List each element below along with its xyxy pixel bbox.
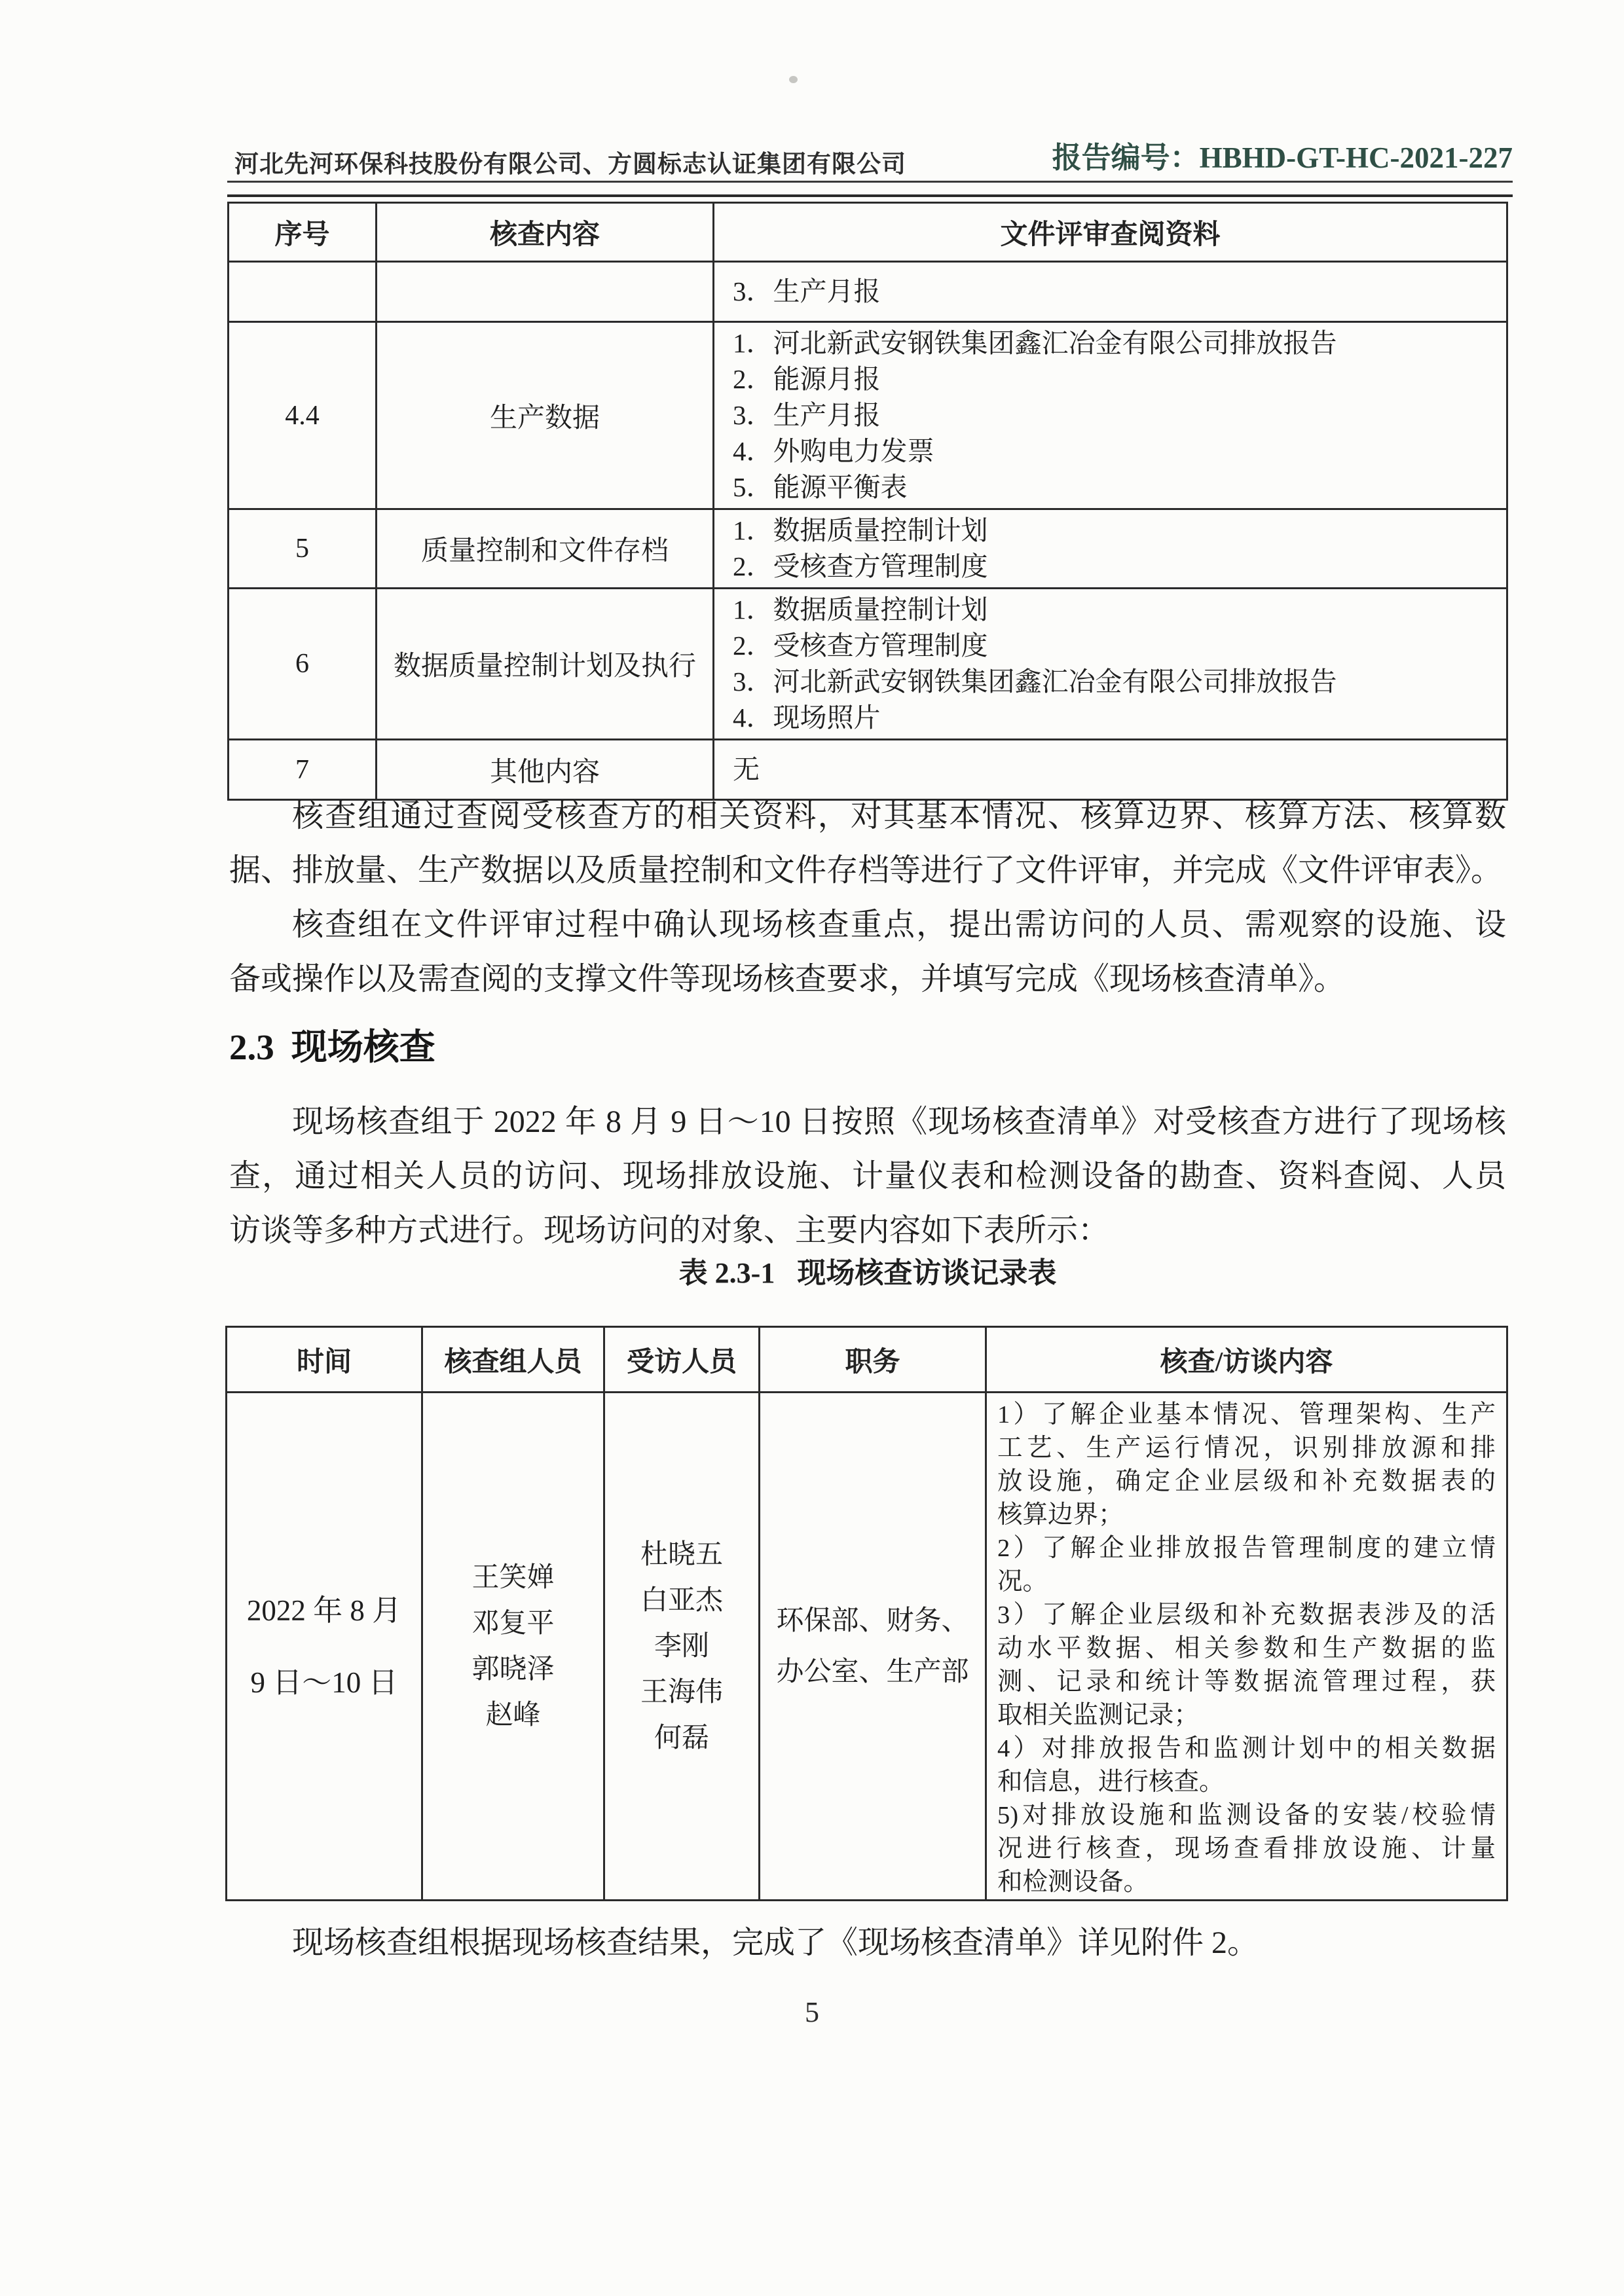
header-cell-interviewees: 受访人员 [604,1327,760,1393]
team-member-name: 邓复平 [471,1608,555,1639]
content-line: 况。 [997,1568,1048,1595]
materials-line: 1．数据质量控制计划 [733,594,988,625]
header-cell-no: 序号 [229,203,377,262]
time-line: 2022 年 8 月 [246,1594,402,1627]
paragraph-line: 核查组在文件评审过程中确认现场核查重点，提出需访问的人员、需观察的设施、设 [292,907,1506,942]
content-line: 3）了解企业层级和补充数据表涉及的活 [997,1601,1496,1629]
materials-line: 3．河北新武安钢铁集团鑫汇冶金有限公司排放报告 [733,666,1337,697]
report-number-value: HBHD-GT-HC-2021-227 [1199,141,1513,174]
interviewee-name: 白亚杰 [640,1585,723,1616]
review-summary-paragraphs [229,789,1506,1006]
onsite-visit-paragraph [229,1095,1506,1258]
content-line: 放设施，确定企业层级和补充数据表的 [997,1468,1496,1495]
cell-time [227,1393,422,1901]
cell-materials [714,589,1507,740]
interviewee-name: 王海伟 [640,1677,723,1707]
header-cell-content: 核查/访谈内容 [986,1327,1507,1393]
paragraph-line: 现场核查组于 2022 年 8 月 9 日～10 日按照《现场核查清单》对受核查方进行了现场核 [292,1104,1506,1139]
interviewee-name: 李刚 [654,1631,709,1662]
section-title: 现场核查 [291,1027,435,1067]
caption-label: 表 2.3-1 [678,1257,775,1289]
table-row [229,322,1507,509]
content-line: 况进行核查，现场查看排放设施、计量 [997,1835,1496,1863]
section-heading [229,1018,435,1070]
table-row [229,589,1507,740]
paragraph-line: 备或操作以及需查阅的支撑文件等现场核查要求，并填写完成《现场核查清单》。 [229,962,1346,996]
paragraph-line: 查，通过相关人员的访问、现场排放设施、计量仪表和检测设备的勘查、资料查阅、人员 [229,1159,1506,1194]
section-number: 2.3 [229,1027,274,1067]
paragraph-line: 核查组通过查阅受核查方的相关资料，对其基本情况、核算边界、核算方法、核算数 [292,799,1506,833]
materials-line: 1．河北新武安钢铁集团鑫汇冶金有限公司排放报告 [733,328,1337,358]
position-line: 环保部、财务、 [776,1605,969,1636]
table-row [229,509,1507,589]
header-cell-position: 职务 [760,1327,986,1393]
materials-line: 1．数据质量控制计划 [733,515,988,545]
header-report-number [936,134,1513,176]
materials-line: 2．受核查方管理制度 [733,630,988,661]
interviewee-name: 何磊 [654,1722,709,1753]
cell-item: 数据质量控制计划及执行 [377,589,714,740]
report-number-label: 报告编号： [1052,141,1200,174]
materials-line: 2．受核查方管理制度 [733,551,988,581]
cell-interviewees [604,1393,760,1901]
content-line: 测、记录和统计等数据流管理过程，获 [997,1668,1496,1696]
cell-item [377,262,714,322]
cell-materials [714,262,1507,322]
interview-table-caption [229,1249,1506,1291]
content-line: 4）对排放报告和监测计划中的相关数据 [997,1735,1496,1762]
materials-line: 无 [733,754,760,784]
team-member-name: 郭晓泽 [471,1654,555,1685]
content-line: 和检测设备。 [997,1868,1149,1896]
table-row [229,262,1507,322]
cell-item: 质量控制和文件存档 [377,509,714,589]
header-rule-top [227,181,1513,183]
interview-record-table [225,1326,1508,1901]
cell-team-members [422,1393,604,1901]
interviewee-name: 杜晓五 [640,1539,723,1570]
caption-title: 现场核查访谈记录表 [797,1257,1057,1289]
content-line: 和信息，进行核查。 [997,1768,1225,1796]
paragraph-line: 访谈等多种方式进行。现场访问的对象、主要内容如下表所示： [229,1213,1110,1248]
materials-line: 2．能源月报 [733,364,881,394]
cell-materials [714,509,1507,589]
content-line: 取相关监测记录； [997,1702,1200,1729]
cell-item: 生产数据 [377,322,714,509]
header-cell-materials: 文件评审查阅资料 [714,203,1507,262]
cell-no: 7 [229,740,377,800]
materials-line: 4．现场照片 [733,702,881,733]
position-line: 办公室、生产部 [776,1656,969,1687]
cell-materials [714,322,1507,509]
paragraph-line: 据、排放量、生产数据以及质量控制和文件存档等进行了文件评审，并完成《文件评审表》。 [229,853,1503,888]
content-line: 1）了解企业基本情况、管理架构、生产 [997,1401,1496,1429]
team-member-name: 王笑婵 [471,1562,555,1593]
materials-line: 4．外购电力发票 [733,436,934,466]
cell-interview-content [986,1393,1507,1901]
materials-line: 3．生产月报 [733,400,881,430]
content-line: 动水平数据、相关参数和生产数据的监 [997,1635,1496,1662]
document-review-table [227,202,1508,801]
materials-line: 5．能源平衡表 [733,472,908,502]
header-cell-team: 核查组人员 [422,1327,604,1393]
header-company-name: 河北先河环保科技股份有限公司、方圆标志认证集团有限公司 [234,151,906,178]
table-header-row [229,203,1507,262]
content-line: 2）了解企业排放报告管理制度的建立情 [997,1535,1496,1562]
cell-position [760,1393,986,1901]
closing-sentence: 现场核查组根据现场核查结果，完成了《现场核查清单》详见附件 2。 [292,1925,1259,1960]
cell-no: 5 [229,509,377,589]
page-number: 5 [805,1996,819,2028]
header-cell-time: 时间 [227,1327,422,1393]
scan-speck [789,76,798,83]
header-rule-bottom [227,194,1513,197]
team-member-name: 赵峰 [485,1700,541,1730]
content-line: 5)对排放设施和监测设备的安装/校验情 [997,1802,1496,1829]
cell-item: 其他内容 [377,740,714,800]
cell-no [229,262,377,322]
header-cell-content: 核查内容 [377,203,714,262]
time-line: 9 日～10 日 [250,1666,398,1699]
table-header-row [227,1327,1507,1393]
content-line: 核算边界； [997,1501,1124,1529]
content-line: 工艺、生产运行情况，识别排放源和排 [997,1434,1496,1462]
cell-no: 4.4 [229,322,377,509]
table-row [227,1393,1507,1901]
materials-line: 3．生产月报 [733,276,881,306]
cell-no: 6 [229,589,377,740]
